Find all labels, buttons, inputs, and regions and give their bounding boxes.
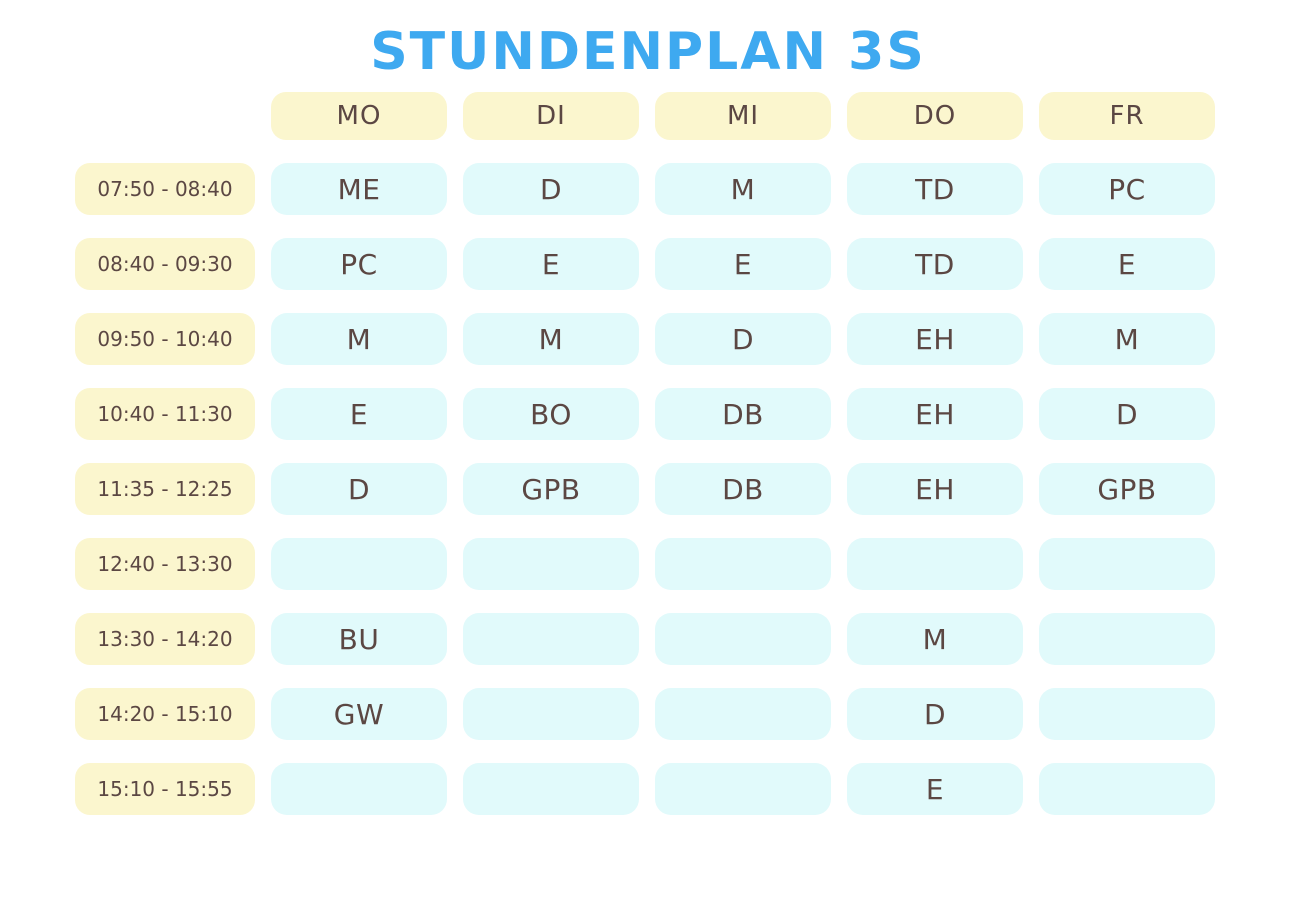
timetable-cell: EH	[847, 463, 1023, 515]
timetable-cell: PC	[271, 238, 447, 290]
timetable-cell: M	[271, 313, 447, 365]
timetable-grid	[75, 92, 1215, 815]
timetable-cell	[1039, 763, 1215, 815]
time-slot: 09:50 - 10:40	[75, 313, 255, 365]
timetable-cell: PC	[1039, 163, 1215, 215]
timetable-cell: M	[463, 313, 639, 365]
timetable-cell: DB	[655, 388, 831, 440]
timetable-cell	[847, 538, 1023, 590]
time-slot: 07:50 - 08:40	[75, 163, 255, 215]
time-slot: 14:20 - 15:10	[75, 688, 255, 740]
timetable-cell: E	[655, 238, 831, 290]
timetable-cell: D	[655, 313, 831, 365]
timetable-cell	[463, 538, 639, 590]
timetable-cell: M	[655, 163, 831, 215]
timetable-cell: D	[463, 163, 639, 215]
timetable-cell: ME	[271, 163, 447, 215]
timetable-cell	[655, 763, 831, 815]
day-header-di: DI	[463, 92, 639, 140]
timetable-cell: D	[847, 688, 1023, 740]
time-slot: 11:35 - 12:25	[75, 463, 255, 515]
time-slot: 12:40 - 13:30	[75, 538, 255, 590]
timetable-cell	[1039, 688, 1215, 740]
day-header-do: DO	[847, 92, 1023, 140]
timetable-cell: D	[271, 463, 447, 515]
day-header-fr: FR	[1039, 92, 1215, 140]
timetable-cell: BO	[463, 388, 639, 440]
timetable-cell: M	[1039, 313, 1215, 365]
timetable-cell: E	[1039, 238, 1215, 290]
timetable-cell: GPB	[1039, 463, 1215, 515]
timetable-cell: GW	[271, 688, 447, 740]
timetable-cell: EH	[847, 388, 1023, 440]
timetable-cell: E	[463, 238, 639, 290]
timetable-cell: DB	[655, 463, 831, 515]
corner-spacer	[75, 92, 255, 140]
timetable-cell: EH	[847, 313, 1023, 365]
day-header-mi: MI	[655, 92, 831, 140]
day-header-mo: MO	[271, 92, 447, 140]
timetable-cell	[463, 613, 639, 665]
timetable-cell: D	[1039, 388, 1215, 440]
page-title: STUNDENPLAN 3S	[370, 22, 926, 82]
timetable-cell	[271, 763, 447, 815]
timetable-cell: E	[847, 763, 1023, 815]
timetable-cell: BU	[271, 613, 447, 665]
timetable-cell: TD	[847, 163, 1023, 215]
time-slot: 13:30 - 14:20	[75, 613, 255, 665]
timetable-cell: E	[271, 388, 447, 440]
timetable-cell	[655, 538, 831, 590]
timetable-cell	[463, 688, 639, 740]
timetable-cell: TD	[847, 238, 1023, 290]
timetable-cell	[1039, 613, 1215, 665]
timetable-cell	[1039, 538, 1215, 590]
timetable-cell	[655, 688, 831, 740]
time-slot: 15:10 - 15:55	[75, 763, 255, 815]
timetable-cell	[463, 763, 639, 815]
timetable-cell	[271, 538, 447, 590]
time-slot: 10:40 - 11:30	[75, 388, 255, 440]
timetable-cell: M	[847, 613, 1023, 665]
timetable-cell: GPB	[463, 463, 639, 515]
time-slot: 08:40 - 09:30	[75, 238, 255, 290]
timetable-cell	[655, 613, 831, 665]
